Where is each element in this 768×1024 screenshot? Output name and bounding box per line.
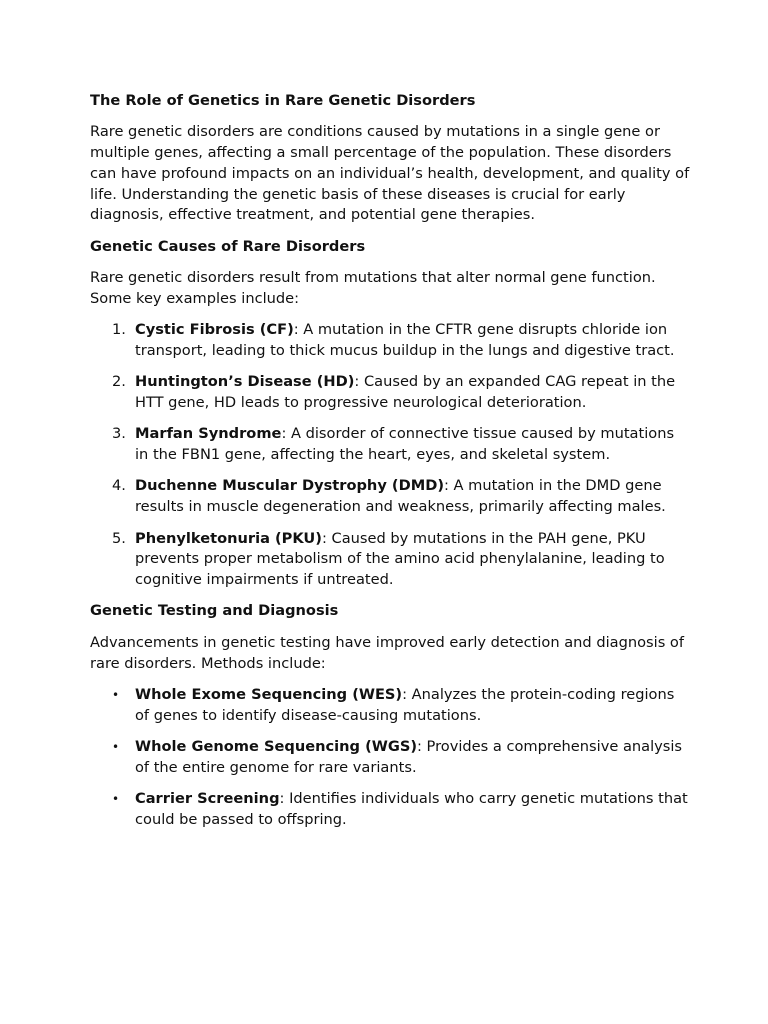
list-number: 5. xyxy=(112,529,126,547)
list-item-desc: : Identifies individuals who carry genetic mutations that could be passed to offspring. xyxy=(135,790,688,828)
list-item-term: Whole Genome Sequencing (WGS) xyxy=(135,737,417,755)
list-item-term: Phenylketonuria (PKU) xyxy=(135,529,322,547)
list-item xyxy=(90,372,690,414)
list-item-desc: : A mutation in the DMD gene results in muscle degeneration and weakness, primarily affecting males. xyxy=(135,477,666,516)
testing-lead: Advancements in genetic testing have improved early detection and diagnosis of rare disorders. Methods include: xyxy=(90,633,684,672)
list-item xyxy=(90,424,690,466)
list-item-term: Huntington’s Disease (HD) xyxy=(135,373,355,391)
bullet-icon: • xyxy=(112,687,120,702)
list-item-desc: : A mutation in the CFTR gene disrupts chloride ion transport, leading to thick mucus buildup in the lungs and digestive tract. xyxy=(135,321,675,359)
list-number: 1. xyxy=(112,321,126,339)
bullet-icon: • xyxy=(112,739,120,754)
document-page xyxy=(90,91,690,831)
list-item xyxy=(90,529,690,591)
list-item xyxy=(90,737,690,779)
list-item-term: Whole Exome Sequencing (WES) xyxy=(135,685,403,703)
testing-heading: Genetic Testing and Diagnosis xyxy=(90,602,339,620)
list-item-term: Duchenne Muscular Dystrophy (DMD) xyxy=(135,477,444,495)
causes-heading: Genetic Causes of Rare Disorders xyxy=(90,237,366,255)
list-item-desc: : A disorder of connective tissue caused by mutations in the FBN1 gene, affecting the heart, eyes, and skeletal system. xyxy=(135,425,675,464)
document-title: The Role of Genetics in Rare Genetic Disorders xyxy=(90,92,476,109)
testing-list xyxy=(90,685,690,831)
list-item-term: Carrier Screening xyxy=(135,790,280,808)
list-item xyxy=(90,476,690,518)
list-item-term: Marfan Syndrome xyxy=(135,425,282,443)
list-item xyxy=(90,320,690,362)
list-item-desc: : Analyzes the protein-coding regions of genes to identify disease-causing mutations. xyxy=(135,685,675,724)
list-item-desc: : Caused by mutations in the PAH gene, PKU prevents proper metabolism of the amino acid phenylalanine, leading to cognitive impairments if untreated. xyxy=(135,529,665,589)
list-item-desc: : Provides a comprehensive analysis of the entire genome for rare variants. xyxy=(135,737,683,776)
list-item-desc: : Caused by an expanded CAG repeat in the HTT gene, HD leads to progressive neurological deterioration. xyxy=(135,373,676,412)
intro-paragraph: Rare genetic disorders are conditions caused by mutations in a single gene or multiple genes, affecting a small percentage of the population. These disorders can have profound impacts on an individual’s health, development, and quality of life. Understanding the genetic basis of these diseases is crucial for early diagnosis, effective treatment, and potential gene therapies. xyxy=(90,123,690,224)
causes-lead: Rare genetic disorders result from mutations that alter normal gene function. Some key examples include: xyxy=(90,269,656,307)
bullet-icon: • xyxy=(112,792,120,807)
list-item xyxy=(90,685,690,727)
causes-list xyxy=(90,320,690,591)
list-number: 4. xyxy=(112,477,126,495)
list-item-term: Cystic Fibrosis (CF) xyxy=(135,321,294,339)
list-item xyxy=(90,789,690,831)
list-number: 2. xyxy=(112,373,126,391)
list-number: 3. xyxy=(112,425,126,443)
